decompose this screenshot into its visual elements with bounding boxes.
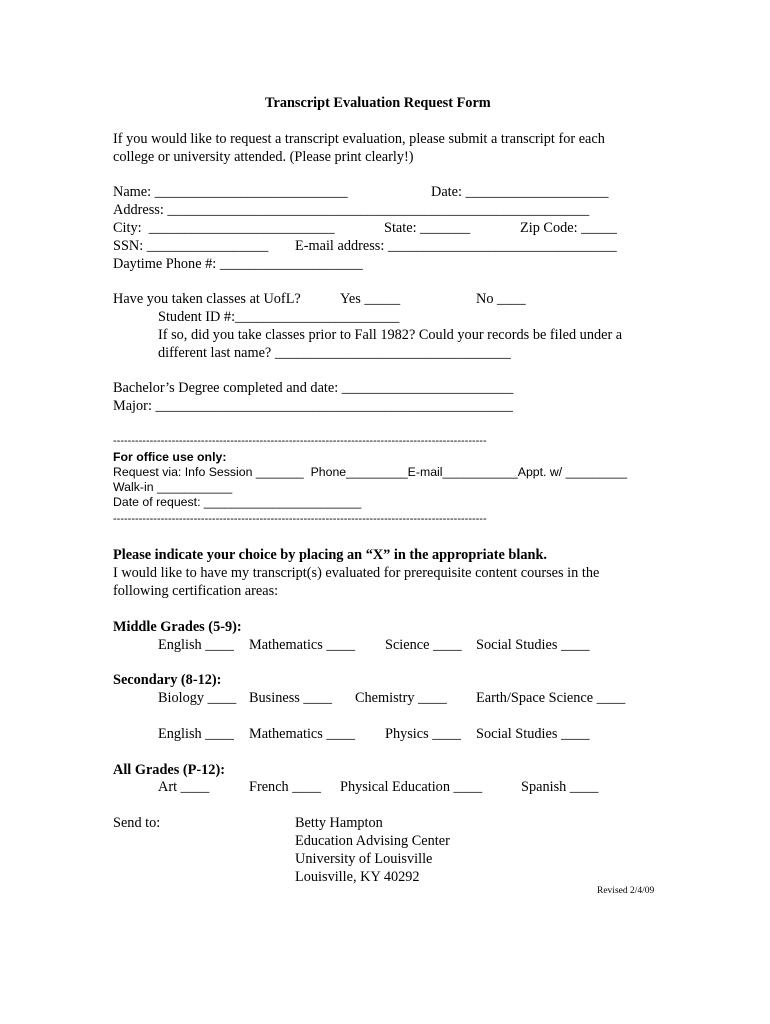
student-id-field[interactable]: Student ID #:_______________________ (158, 309, 400, 325)
form-title: Transcript Evaluation Request Form (265, 95, 491, 111)
revised-date: Revised 2/4/09 (597, 886, 655, 896)
send-to-line-4: Louisville, KY 40292 (295, 869, 420, 885)
date-field[interactable]: Date: ____________________ (431, 184, 609, 200)
daytime-phone-field[interactable]: Daytime Phone #: ____________________ (113, 256, 363, 272)
intro-line-1: If you would like to request a transcript evaluation, please submit a transcript for each (113, 131, 605, 147)
bachelors-degree-field[interactable]: Bachelor’s Degree completed and date: ________________________ (113, 380, 514, 396)
middle-grades-heading: Middle Grades (5-9): (113, 619, 242, 635)
secondary-social-studies-blank[interactable]: Social Studies ____ (476, 726, 590, 742)
secondary-english-blank[interactable]: English ____ (158, 726, 234, 742)
send-to-line-1: Betty Hampton (295, 815, 383, 831)
secondary-mathematics-blank[interactable]: Mathematics ____ (249, 726, 356, 742)
all-physical-education-blank[interactable]: Physical Education ____ (340, 779, 483, 795)
office-walk-in: Walk-in ___________ (113, 480, 233, 494)
uofl-question: Have you taken classes at UofL? (113, 291, 301, 307)
uofl-no-blank[interactable]: No ____ (476, 291, 526, 307)
all-french-blank[interactable]: French ____ (249, 779, 321, 795)
secondary-biology-blank[interactable]: Biology ____ (158, 690, 237, 706)
choice-heading: Please indicate your choice by placing an “X” in the appropriate blank. (113, 547, 547, 563)
send-to-line-2: Education Advising Center (295, 833, 450, 849)
divider-top: ------------------------------------------------------------------------------------------------------ (113, 435, 487, 447)
middle-social-studies-blank[interactable]: Social Studies ____ (476, 637, 590, 653)
different-last-name-field[interactable]: different last name? _________________________________ (158, 345, 511, 361)
secondary-heading: Secondary (8-12): (113, 672, 222, 688)
zip-code-field[interactable]: Zip Code: _____ (520, 220, 617, 236)
send-to-line-3: University of Louisville (295, 851, 433, 867)
uofl-yes-blank[interactable]: Yes _____ (340, 291, 401, 307)
middle-science-blank[interactable]: Science ____ (385, 637, 462, 653)
all-spanish-blank[interactable]: Spanish ____ (521, 779, 599, 795)
secondary-physics-blank[interactable]: Physics ____ (385, 726, 461, 742)
send-to-label: Send to: (113, 815, 161, 831)
divider-bottom: ------------------------------------------------------------------------------------------------------ (113, 513, 487, 525)
secondary-chemistry-blank[interactable]: Chemistry ____ (355, 690, 447, 706)
middle-english-blank[interactable]: English ____ (158, 637, 234, 653)
secondary-business-blank[interactable]: Business ____ (249, 690, 333, 706)
office-request-via: Request via: Info Session _______ Phone_________E-mail___________Appt. w/ _________ (113, 465, 628, 479)
secondary-earth-space-blank[interactable]: Earth/Space Science ____ (476, 690, 626, 706)
address-field[interactable]: Address: ___________________________________________________________ (113, 202, 590, 218)
all-grades-heading: All Grades (P-12): (113, 762, 225, 778)
email-field[interactable]: E-mail address: ________________________________ (295, 238, 617, 254)
name-field[interactable]: Name: ___________________________ (113, 184, 348, 200)
intro-line-2: college or university attended. (Please print clearly!) (113, 149, 414, 165)
major-field[interactable]: Major: __________________________________________________ (113, 398, 513, 414)
all-art-blank[interactable]: Art ____ (158, 779, 210, 795)
office-use-heading: For office use only: (113, 450, 227, 464)
choice-line-1: I would like to have my transcript(s) evaluated for prerequisite content courses in the (113, 565, 600, 581)
office-date-of-request: Date of request: _______________________ (113, 495, 362, 509)
city-field[interactable]: City: __________________________ (113, 220, 335, 236)
state-field[interactable]: State: _______ (384, 220, 471, 236)
prior-classes-question: If so, did you take classes prior to Fall 1982? Could your records be filed under a (158, 327, 623, 343)
choice-line-2: following certification areas: (113, 583, 279, 599)
middle-mathematics-blank[interactable]: Mathematics ____ (249, 637, 356, 653)
ssn-field[interactable]: SSN: _________________ (113, 238, 269, 254)
